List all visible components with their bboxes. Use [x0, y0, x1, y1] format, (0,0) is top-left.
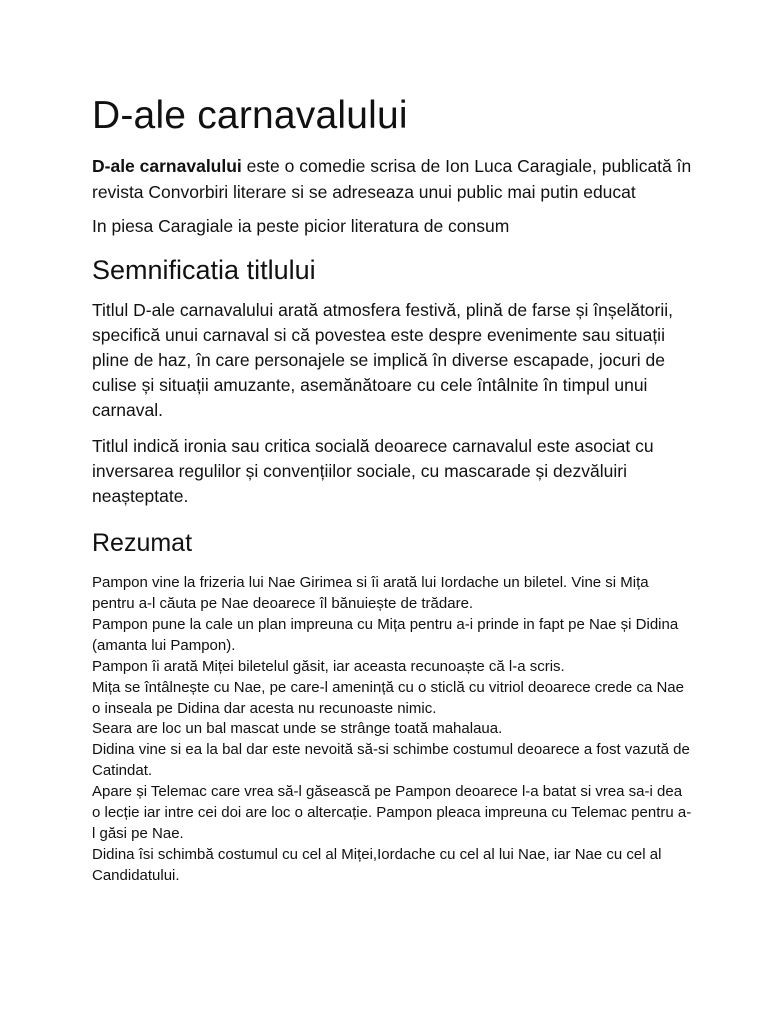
intro-paragraph: [92, 154, 692, 205]
intro-second-paragraph: In piesa Caragiale ia peste picior literatura de consum: [92, 216, 510, 236]
rezumat-line: Pampon vine la frizeria lui Nae Girimea si îi arată lui Iordache un biletel. Vine si Mița pentru a-l căuta pe Nae deoarece îl bănuiește de trădare.: [92, 574, 649, 613]
rezumat-line: Pampon îi arată Miței biletelul găsit, iar aceasta recunoaște că l-a scris.: [92, 657, 565, 675]
document-title: D-ale carnavalului: [92, 94, 408, 137]
rezumat-line: Apare și Telemac care vrea să-l găsească pe Pampon deoarece l-a batat si vrea sa-i dea o lecție iar intre cei doi are loc o altercație. Pampon pleaca impreuna cu Telemac pentru a-l găsi pe Nae.: [92, 783, 692, 842]
semnificatia-paragraph-1: Titlul D-ale carnavalului arată atmosfera festivă, plină de farse și înșelătorii, specifică unui carnaval si că povestea este despre evenimente sau situații pline de haz, în care personajele se implică în diverse escapade, jocuri de culise și situații amuzante, asemănătoare cu cele întâlnite în timpul unui carnaval.: [92, 299, 674, 421]
rezumat-line: Didina îsi schimbă costumul cu cel al Miței,Iordache cu cel al lui Nae, iar Nae cu cel al Candidatului.: [92, 845, 662, 884]
intro-text: este o comedie scrisa de Ion Luca Caragiale, publicată în revista Convorbiri literare si se adreseaza unui public mai putin educat: [92, 156, 692, 202]
document-page: [92, 92, 692, 887]
rezumat-line: Seara are loc un bal mascat unde se strânge toată mahalaua.: [92, 720, 503, 738]
section-heading-semnificatia: Semnificatia titlului: [92, 254, 316, 285]
rezumat-line: Didina vine si ea la bal dar este nevoită să-si schimbe costumul deoarece a fost vazută de Catindat.: [92, 741, 690, 780]
rezumat-line: Pampon pune la cale un plan impreuna cu Mița pentru a-i prinde in fapt pe Nae și Didina (amanta lui Pampon).: [92, 615, 679, 654]
rezumat-body: [92, 573, 692, 887]
section-heading-rezumat: Rezumat: [92, 529, 193, 558]
intro-bold-lead: D-ale carnavalului: [92, 156, 242, 176]
rezumat-line: Mița se întâlnește cu Nae, pe care-l amenință cu o sticlă cu vitriol deoarece crede ca Nae o inseala pe Didina dar acesta nu recunoaste nimic.: [92, 678, 684, 717]
semnificatia-paragraph-2: Titlul indică ironia sau critica socială deoarece carnavalul este asociat cu inversarea regulilor și convențiilor sociale, cu mascarade și dezvăluiri neașteptate.: [92, 435, 654, 506]
